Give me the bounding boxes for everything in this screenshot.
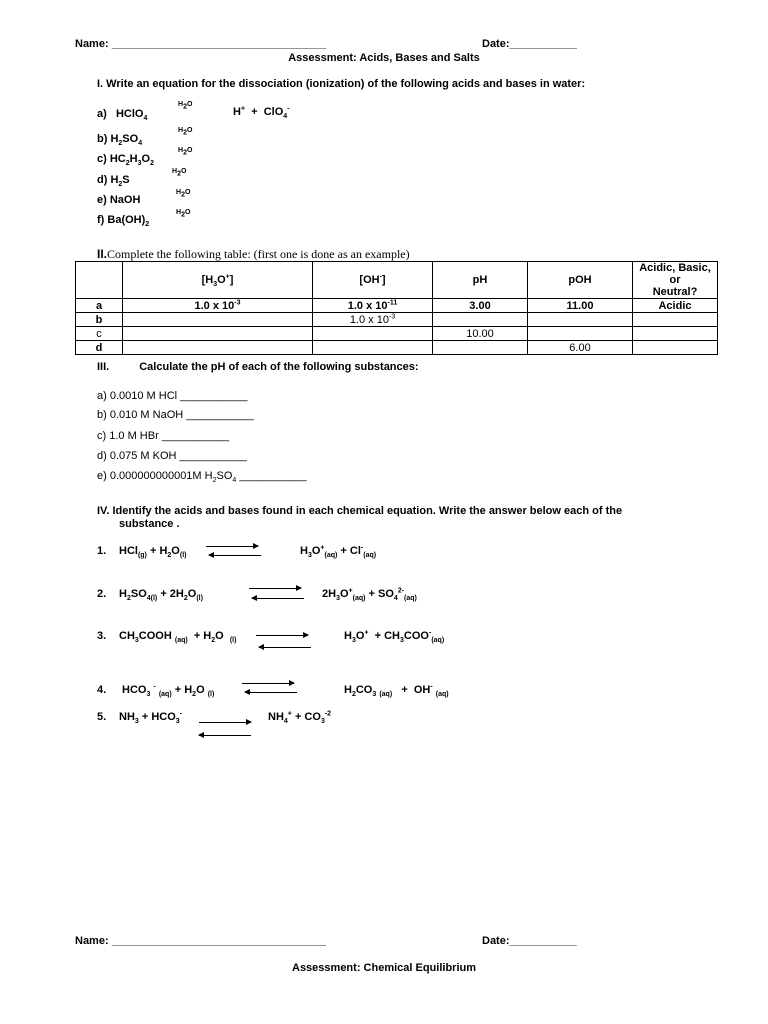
table-row <box>76 327 718 341</box>
equation-2-products: $2H_3O^+_{(aq)} + SO_4^{2-}_{(aq)}$ <box>322 587 417 603</box>
equation-5-num: 5. <box>97 711 107 723</box>
equilibrium-arrows-icon <box>206 543 261 559</box>
equilibrium-arrows-icon <box>242 680 297 696</box>
equation-1-num: 1. <box>97 545 107 557</box>
cell-poh[interactable] <box>528 327 633 341</box>
footer-title: Assessment: Chemical Equilibrium <box>292 962 476 974</box>
equation-4-num: 4. <box>97 684 107 696</box>
cell-oh[interactable] <box>313 327 433 341</box>
cell-oh[interactable] <box>313 341 433 355</box>
equation-1-products: $H_3O^+_{(aq)} + Cl^-_{(aq)}$ <box>300 544 377 560</box>
footer-name-label: Name: ___________________________________ <box>75 935 326 947</box>
cell-poh: 11.00 <box>528 299 633 313</box>
cell-poh: 6.00 <box>528 341 633 355</box>
equilibrium-arrows-icon <box>199 721 254 737</box>
equilibrium-arrows-icon <box>256 633 311 649</box>
solvent-label: $H_2O$ <box>178 101 193 111</box>
row-label: c <box>76 327 123 341</box>
cell-type: Acidic <box>633 299 718 313</box>
cell-type[interactable] <box>633 313 718 327</box>
solvent-label: $H_2O$ <box>178 127 193 137</box>
equation-4-products: $H_2CO_3$ $_{(aq)}$ + OH- $_{(aq)}$ <box>344 683 449 699</box>
item-a: a) HClO$_4$ <box>97 108 148 123</box>
row-label: a <box>76 299 123 313</box>
col-ph: pH <box>433 262 528 299</box>
cell-oh: 1.0 x $10^{-3}$ <box>313 313 433 327</box>
section2-heading: II.Complete the following table: (first one is done as an example) <box>97 247 410 261</box>
table-row <box>76 313 718 327</box>
col-type: Acidic, Basic, or Neutral? <box>633 262 718 299</box>
equation-2-reactants: $H_2SO_{4(l)} + 2H_2O_{(l)}$ <box>119 588 203 603</box>
ph-table <box>75 261 718 355</box>
cell-h3o: 1.0 x $10^{-3}$ <box>123 299 313 313</box>
cell-ph[interactable] <box>433 341 528 355</box>
section4-heading-cont: substance . <box>119 518 180 530</box>
solvent-label: $H_2O$ <box>172 168 187 178</box>
question-c: c) 1.0 M HBr ___________ <box>97 430 230 442</box>
answer-blank[interactable]: ___________ <box>186 409 254 421</box>
section4-heading: IV. Identify the acids and bases found in each chemical equation. Write the answer below each of the <box>97 505 623 517</box>
equation-1-reactants: $HCl_{(g)} + H_2O_{(l)}$ <box>119 545 187 560</box>
row-label: b <box>76 313 123 327</box>
equation-5-reactants: $NH_3 + HCO_3^-$ <box>119 710 183 726</box>
item-e: e) NaOH <box>97 194 141 206</box>
answer-blank[interactable]: ___________ <box>179 450 247 462</box>
item-d: d) $H_2S$ <box>97 174 130 189</box>
solvent-label: $H_2O$ <box>176 209 191 219</box>
col-h3o: $[H_3O^+]$ <box>123 262 313 299</box>
equilibrium-arrows-icon <box>249 585 304 601</box>
answer-blank[interactable]: ___________ <box>161 430 230 442</box>
name-blank[interactable]: ___________________________________ <box>111 38 326 50</box>
date-blank[interactable]: ___________ <box>509 38 577 50</box>
answer-blank[interactable]: ___________ <box>239 470 307 482</box>
equation-4-reactants: $HCO_3$ - $_{(aq)} + H_2O$ $_{(l)}$ <box>122 683 215 699</box>
cell-h3o[interactable] <box>123 327 313 341</box>
cell-type[interactable] <box>633 341 718 355</box>
equation-3-num: 3. <box>97 630 107 642</box>
item-c: c) $HC_2H_3O_2$ <box>97 153 154 168</box>
cell-ph[interactable] <box>433 313 528 327</box>
cell-type[interactable] <box>633 327 718 341</box>
cell-ph: 3.00 <box>433 299 528 313</box>
equation-2-num: 2. <box>97 588 107 600</box>
solvent-label: $H_2O$ <box>178 147 193 157</box>
section3-heading: III. Calculate the pH of each of the following substances: <box>97 361 419 373</box>
equation-5-products: $NH_4^+ + CO_3^{-2}$ <box>268 710 332 726</box>
answer-blank[interactable]: ___________ <box>180 390 248 402</box>
table-row <box>76 341 718 355</box>
equation-3-reactants: $CH_3COOH$ $_{(aq)} + H_2O$ $_{(l)}$ <box>119 630 237 645</box>
footer-date-blank[interactable]: ___________ <box>509 935 577 947</box>
item-b: b) $H_2SO_4$ <box>97 133 143 148</box>
row-label: d <box>76 341 123 355</box>
question-a: a) 0.0010 M HCl ___________ <box>97 390 248 402</box>
col-poh: pOH <box>528 262 633 299</box>
page-title: Assessment: Acids, Bases and Salts <box>288 52 480 64</box>
footer-name-blank[interactable]: ___________________________________ <box>111 935 326 947</box>
cell-oh: 1.0 x $10^{-11}$ <box>313 299 433 313</box>
date-field-label: Date:___________ <box>482 38 577 50</box>
table-row <box>76 299 718 313</box>
table-header-blank <box>76 262 123 299</box>
item-f: f) $Ba(OH)_2$ <box>97 214 150 229</box>
name-field-label: Name: ___________________________________ <box>75 38 326 50</box>
cell-poh[interactable] <box>528 313 633 327</box>
equation-3-products: $H_3O^+ + CH_3COO^-_{(aq)}$ <box>344 629 445 645</box>
example-products: H+ + ClO$_4$- <box>233 105 290 121</box>
cell-ph: 10.00 <box>433 327 528 341</box>
section1-heading: I. Write an equation for the dissociation (ionization) of the following acids and bases in water: <box>97 78 586 90</box>
question-e: e) 0.000000000001M $H_2SO_4$ ___________ <box>97 470 307 485</box>
solvent-label: $H_2O$ <box>176 189 191 199</box>
cell-h3o[interactable] <box>123 313 313 327</box>
footer-date-label: Date:___________ <box>482 935 577 947</box>
question-d: d) 0.075 M KOH ___________ <box>97 450 247 462</box>
cell-h3o[interactable] <box>123 341 313 355</box>
question-b: b) 0.010 M NaOH ___________ <box>97 409 254 421</box>
col-oh: [OH-] <box>313 262 433 299</box>
